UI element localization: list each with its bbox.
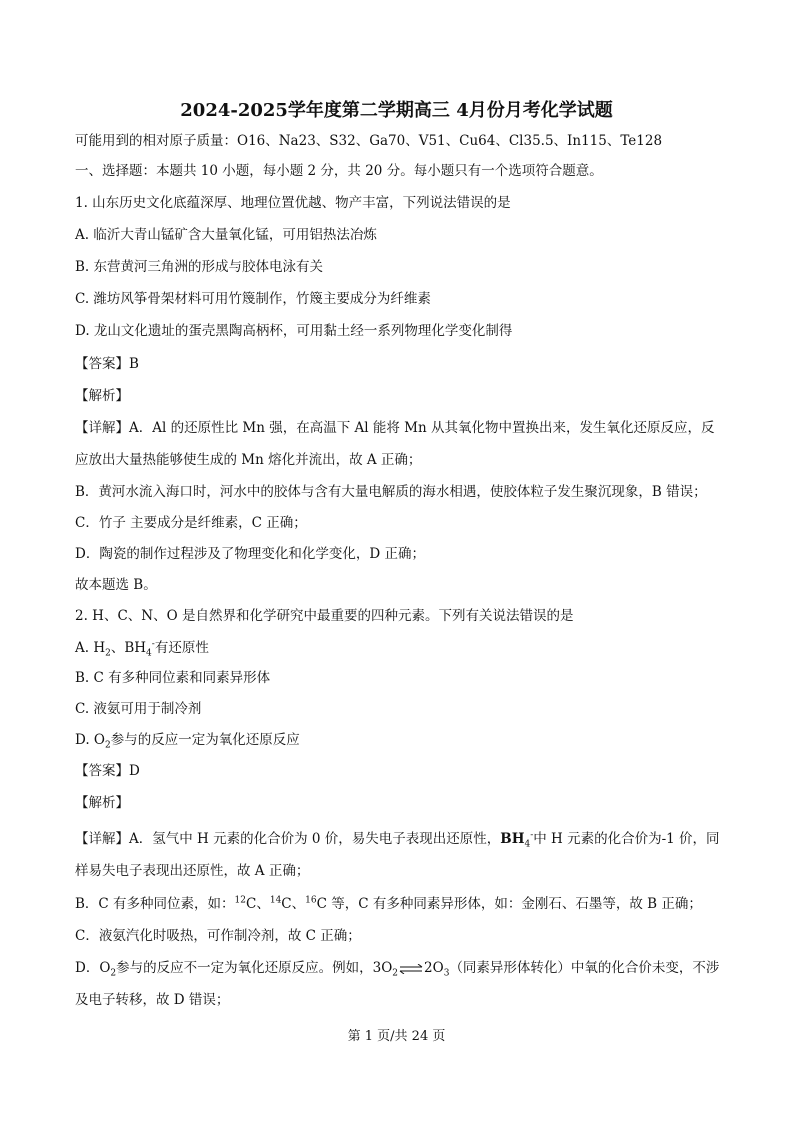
q1-detail-1: 【详解】A．Al 的还原性比 Mn 强，在高温下 Al 能将 Mn 从其氧化物中置换出来，发生氧化还原反应，反 [75, 420, 715, 436]
q2-detail-6: 及电子转移，故 D 错误； [75, 992, 230, 1008]
q1-detail-4: C．竹子 主要成分是纤维素，C 正确； [75, 515, 307, 531]
q2-option-c: C. 液氨可用于制冷剂 [75, 701, 202, 717]
q1-detail-5: D．陶瓷的制作过程涉及了物理变化和化学变化，D 正确； [75, 546, 425, 562]
q2-detail-5: D．$O_2$参与的反应不一定为氧化还原反应。例如，$3O_2$ $2O_3$（同素异形体转化）中氧的化合价未变，不涉 [75, 960, 720, 979]
q1-detail-3: B．黄河水流入海口时，河水中的胶体与含有大量电解质的海水相遇，使胶体粒子发生聚沉现象，B 错误； [75, 484, 707, 500]
page-footer: 第 1 页/共 24 页 [347, 1029, 446, 1044]
q2-answer: 【答案】D [75, 763, 140, 779]
q2-detail-1: 【详解】A．氢气中 H 元素的化合价为 0 价，易失电子表现出还原性，$BH_4^-$中 H 元素的化合价为-1 价，同 [75, 830, 720, 850]
q1-option-b: B. 东营黄河三角洲的形成与胶体电泳有关 [75, 259, 324, 275]
q1-option-d: D. 龙山文化遗址的蛋壳黑陶高柄杯，可用黏土经一系列物理化学变化制得 [75, 323, 513, 339]
q1-detail-2: 应放出大量热能够使生成的 Mn 熔化并流出，故 A 正确； [75, 452, 422, 468]
q2-option-d: D. $O_2$参与的反应一定为氧化还原反应 [75, 732, 300, 751]
q2-analysis-label: 【解析】 [75, 795, 129, 811]
q1-answer: 【答案】B [75, 356, 139, 372]
q2-option-a: A. $H_2$、$BH_4^-$有还原性 [75, 639, 209, 659]
atomic-masses-note: 可能用到的相对原子质量：O16、Na23、S32、Ga70、V51、Cu64、Cl35.5、In115、Te128 [75, 133, 663, 149]
q1-stem: 1. 山东历史文化底蕴深厚、地理位置优越、物产丰富，下列说法错误的是 [75, 195, 511, 211]
q2-option-b: B. C 有多种同位素和同素异形体 [75, 670, 271, 686]
page-title: 2024-2025学年度第二学期高三 4月份月考化学试题 [180, 100, 613, 121]
q2-detail-4: C．液氨汽化时吸热，可作制冷剂，故 C 正确； [75, 928, 361, 944]
section-header: 一、选择题：本题共 10 小题，每小题 2 分，共 20 分。每小题只有一个选项符合题意。 [75, 163, 603, 179]
q1-option-a: A. 临沂大青山锰矿含大量氧化锰，可用铝热法冶炼 [75, 227, 377, 243]
q2-stem: 2. H、C、N、O 是自然界和化学研究中最重要的四种元素。下列有关说法错误的是 [75, 608, 574, 624]
q2-detail-3: B．C 有多种同位素，如：$^{12}$C、$^{14}$C、$^{16}$C 等，C 有多种同素异形体，如：金刚石、石墨等，故 B 正确； [75, 895, 702, 912]
q1-option-c: C. 潍坊风筝骨架材料可用竹篾制作，竹篾主要成分为纤维素 [75, 291, 431, 307]
q1-conclusion: 故本题选 B。 [75, 577, 157, 593]
equilibrium-arrow-icon [398, 964, 424, 974]
q2-detail-2: 样易失电子表现出还原性，故 A 正确； [75, 863, 310, 879]
q1-analysis-label: 【解析】 [75, 388, 129, 404]
